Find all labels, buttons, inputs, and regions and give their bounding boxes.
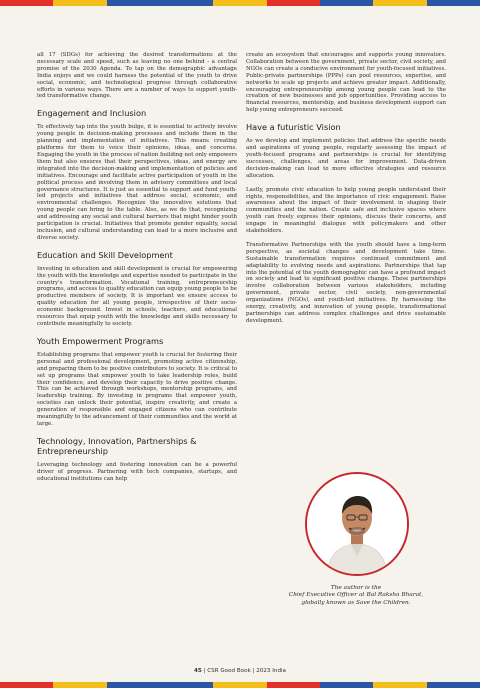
page-footer	[0, 668, 480, 674]
portrait-illustration	[307, 474, 407, 574]
section-heading-technology: Technology, Innovation, Partnerships & Entrepreneurship	[37, 435, 197, 456]
section-heading-engagement: Engagement and Inclusion	[37, 108, 147, 119]
stripe-segment	[0, 0, 53, 6]
stripe-segment	[320, 0, 373, 6]
paragraph: To effectively tap into the youth bulge, it is essential to actively involve young people in decision-making processes and include them in the planning and implementation of initiatives. This means creating platforms for them to voice their opinions, ideas, and concerns. Engaging the youth in the process of nation building not only empowers them but also ensures that their perspectives, ideas, and energy are integrated into the decision-making and implementation of policies and initiatives. Encourage and facilitate active participation of youth in the political process and involving them in advisory committees and local governance structures. It is just as essential to support and fund youth-led projects and initiatives that address social, economic, and environmental challenges. Recognize the innovative solutions that young people can bring to the table. Also, as we do that, recognizing and addressing any social and cultural barriers that might hinder youth participation is crucial. Initiatives that promote gender equality, social inclusion, and cultural understanding can lead to a more inclusive and diverse society.	[37, 124, 237, 241]
stripe-segment	[373, 0, 426, 6]
stripe-segment	[267, 0, 320, 6]
section-heading-education: Education and Skill Development	[37, 249, 173, 260]
stripe-segment	[373, 682, 426, 688]
author-caption	[246, 585, 466, 607]
left-column	[37, 52, 237, 490]
page-number: 45	[194, 668, 202, 674]
caption-line: Chief Executive Officer at Bal Raksha Bharat,	[288, 592, 424, 599]
section-heading-youth-empowerment: Youth Empowerment Programs	[37, 335, 164, 346]
stripe-segment	[107, 0, 160, 6]
stripe-segment	[53, 0, 106, 6]
top-color-stripe	[0, 0, 480, 6]
stripe-segment	[213, 682, 266, 688]
paragraph: Investing in education and skill development is crucial for empowering the youth with the knowledge and expertise needed to participate in the country's transformation. Vocational training, entrepreneurship programs, and access to quality education can equip young people to be productive members of society. It is important we ensure access to quality education for all young people, irrespective of their socio-economic background. Invest in schools, teachers, and educational resources that equip youth with the knowledge and skills necessary to contribute meaningfully to society.	[37, 265, 237, 327]
stripe-segment	[427, 0, 480, 6]
stripe-segment	[267, 682, 320, 688]
paragraph: As we develop and implement policies that address the specific needs and aspirations of young people, regularly assessing the impact of youth-focused programs and partnerships is crucial for identifying successes, challenges, and areas for improvement. Data-driven decision-making can lead to more effective strategies and resource allocation.	[246, 138, 446, 179]
stripe-segment	[427, 682, 480, 688]
bottom-color-stripe	[0, 682, 480, 688]
paragraph: Establishing programs that empower youth is crucial for fostering their personal and professional development, promoting active citizenship, and preparing them to be positive contributors to society. It is critical to set up programs that empower youth to take leadership roles, build their confidence, and develop their capacity to drive positive change. This can be achieved through workshops, mentorship programs, and leadership training. By investing in programs that empower youth, societies can unlock their potential, inspire creativity, and create a generation of responsible and engaged citizens who can contribute meaningfully to the advancement of their communities and the world at large.	[37, 351, 237, 427]
paragraph: create an ecosystem that encourages and supports young innovators. Collaboration between the government, private sector, civil society, and NGOs can create a conducive environment for youth-focused initiatives. Public-private partnerships (PPPs) can pool resources, expertise, and networks to scale up projects and achieve greater impact. Additionally, encouraging entrepreneurship among young people can lead to the creation of new businesses and job opportunities. Providing access to financial resources, mentorship, and business development support can help young entrepreneurs succeed.	[246, 52, 446, 114]
stripe-segment	[0, 682, 53, 688]
stripe-segment	[160, 682, 213, 688]
footer-text: | CSR Good Book | 2023 India	[203, 668, 286, 674]
stripe-segment	[320, 682, 373, 688]
stripe-segment	[53, 682, 106, 688]
stripe-segment	[107, 682, 160, 688]
stripe-segment	[160, 0, 213, 6]
paragraph: Lastly, promote civic education to help young people understand their rights, responsibilities, and the importance of civic engagement. Raise awareness about the impact of their involvement in shaping their communities and the nation. Create safe and inclusive spaces where youth can freely express their opinions, discuss their concerns, and engage in meaningful dialogue with policymakers and other stakeholders.	[246, 186, 446, 235]
author-portrait	[305, 472, 409, 576]
section-heading-vision: Have a futuristic Vision	[246, 122, 341, 133]
right-column	[246, 52, 446, 332]
caption-line: globally known as Save the Children.	[301, 599, 411, 606]
paragraph: Leveraging technology and fostering innovation can be a powerful driver of progress. Partnering with tech companies, startups, and educational institutions can help	[37, 461, 237, 482]
caption-line: The author is the	[330, 585, 382, 591]
paragraph: Transformative Partnerships with the youth should have a long-term perspective, as societal changes and development take time. Sustainable transformation requires continued commitment and adaptability to evolving needs and aspirations. Partnerships that tap into the potential of the youth demographic can have a profound impact on society and lead to significant positive change. These partnerships involve collaboration between various stakeholders, including government, private sector, civil society, non-governmental organizations (NGOs), and youth-led initiatives. By harnessing the energy, creativity, and innovation of young people, transformational partnerships can address complex challenges and drive sustainable development.	[246, 241, 446, 324]
stripe-segment	[213, 0, 266, 6]
paragraph: all 17 (SDGs) for achieving the desired transformations at the necessary scale and speed, such as leaving no one behind - a central promise of the 2030 Agenda. To tap on the demographic advantage India enjoys and we could harness the potential of the youth to drive social, economic, and technological progress through collaborative efforts in various ways. There are a number of ways to support youth-led transformative change.	[37, 52, 237, 100]
